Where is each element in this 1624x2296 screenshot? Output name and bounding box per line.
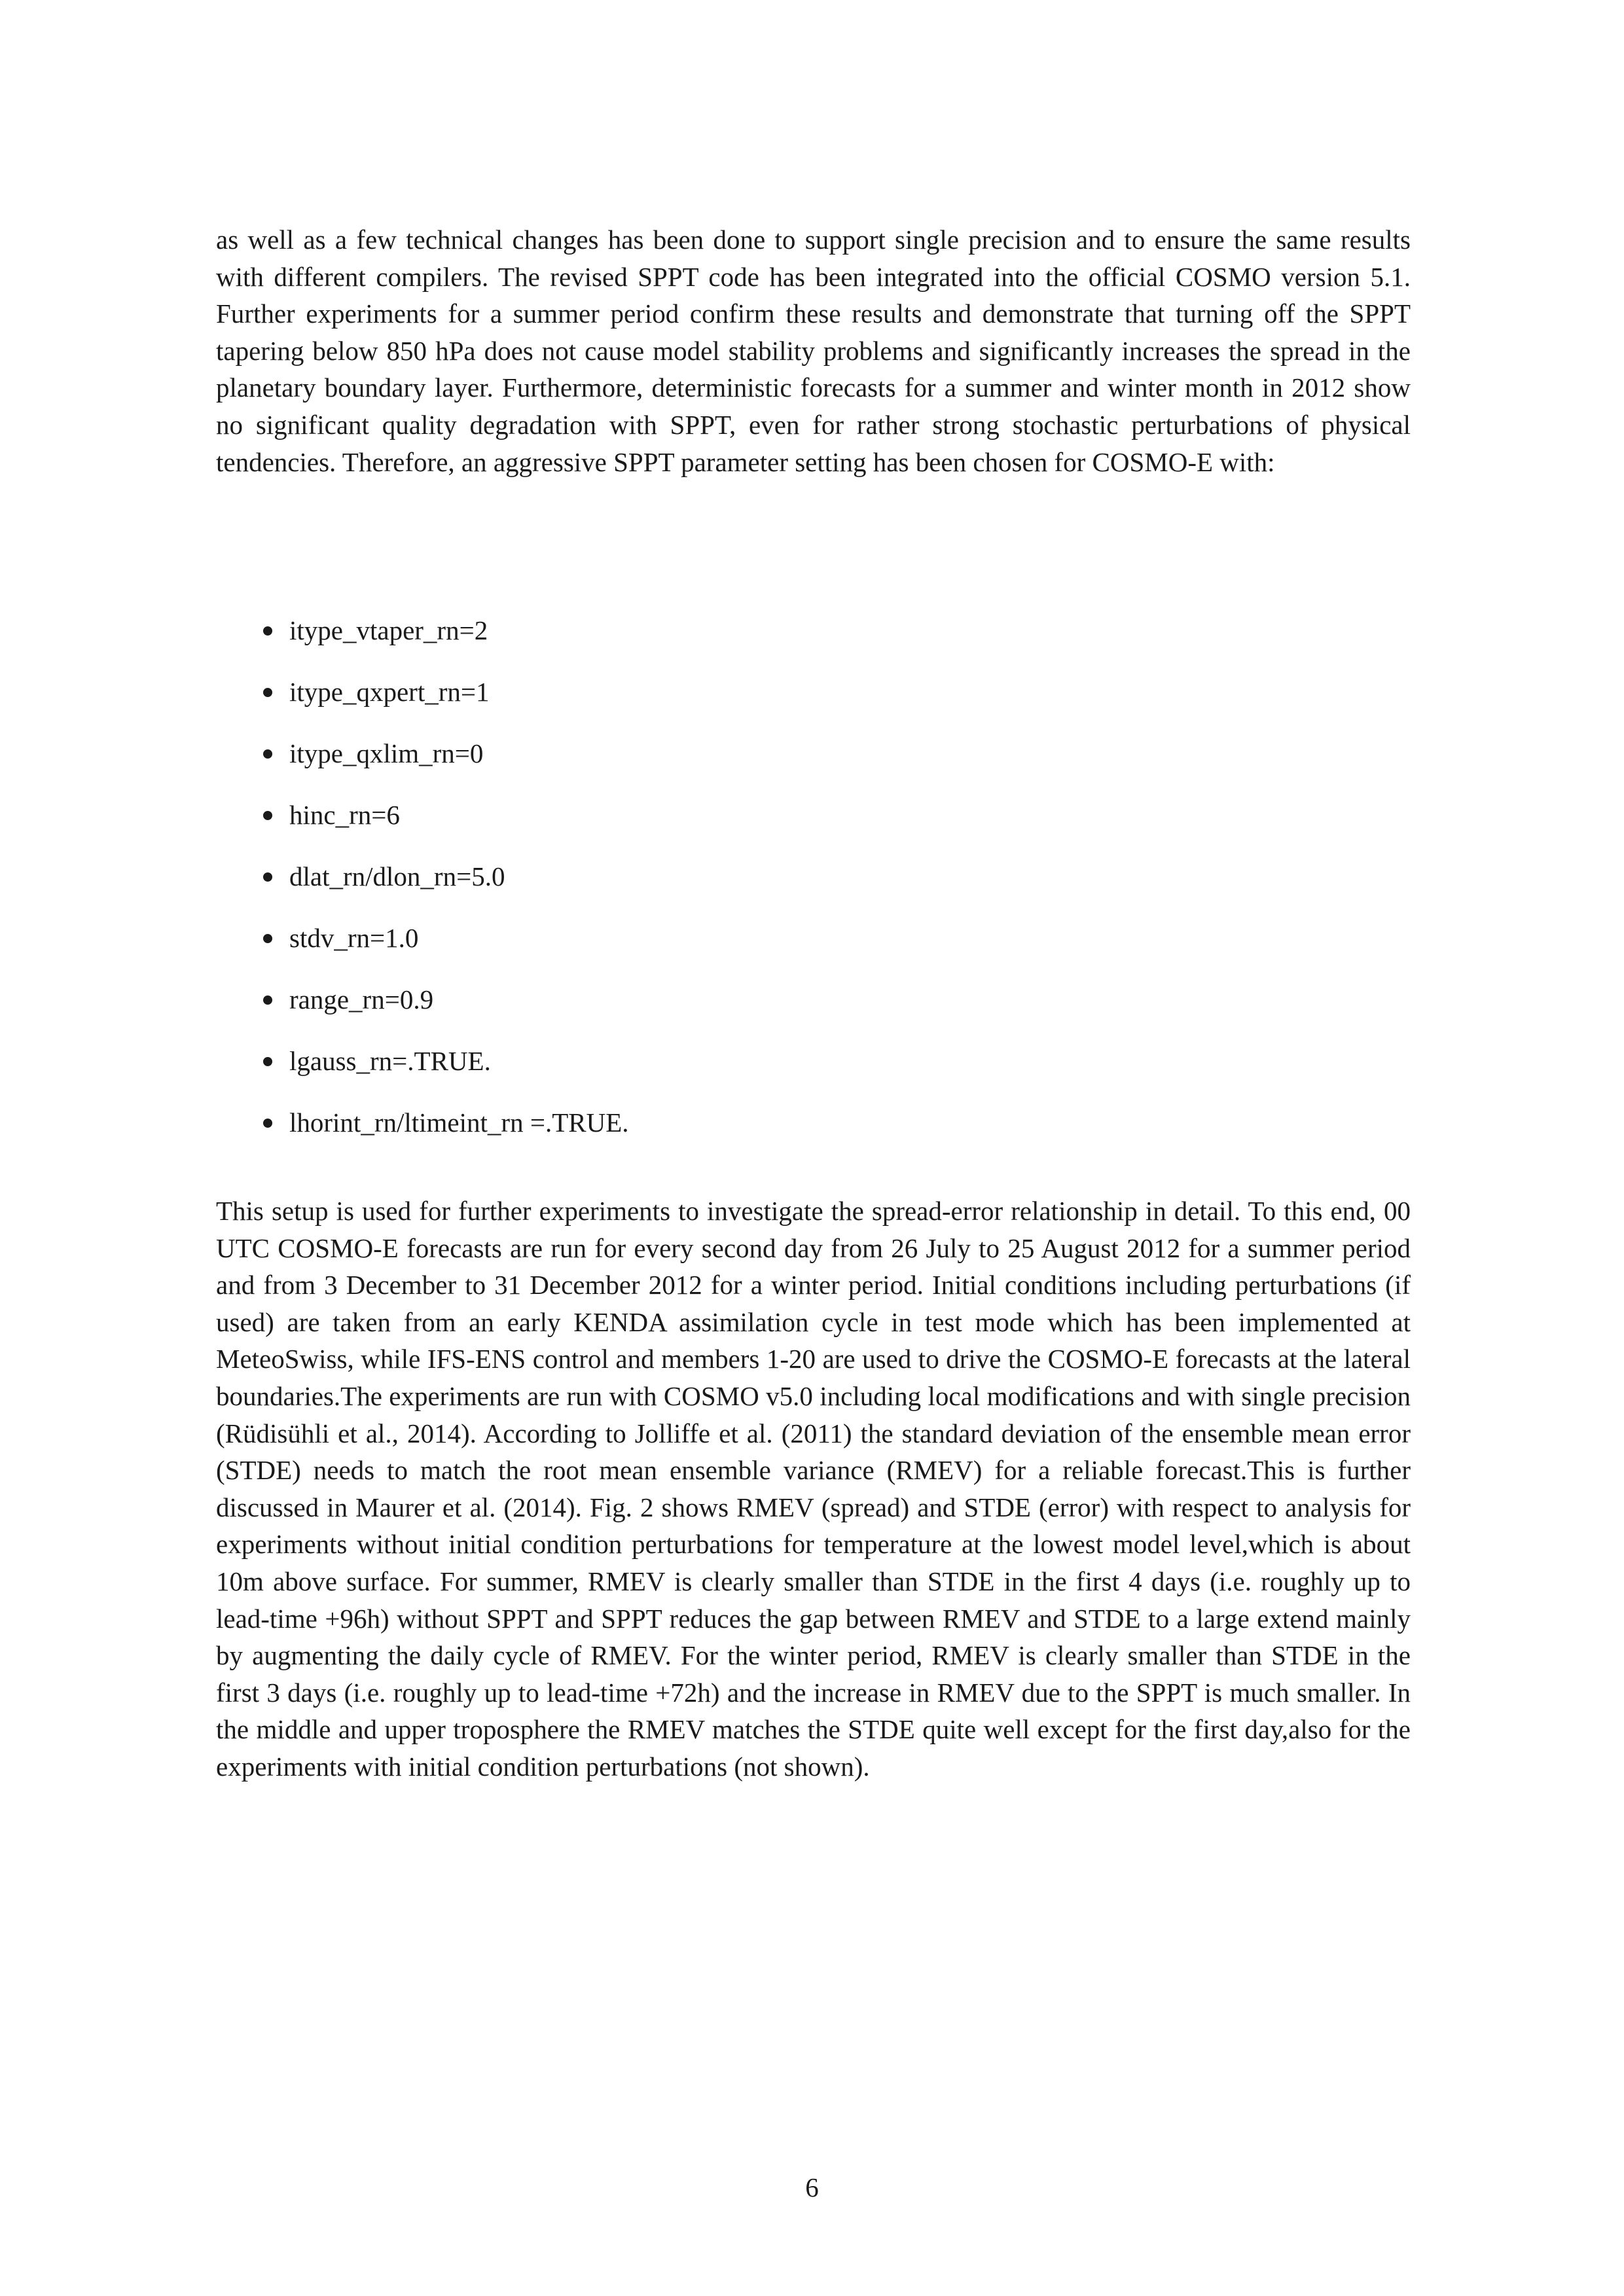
bullet-icon: [263, 1119, 272, 1128]
list-item: [216, 797, 1411, 858]
list-item: [216, 1043, 1411, 1104]
experiments-paragraph: This setup is used for further experiments to investigate the spread-error relationship in detail. To this end, 00 UTC COSMO-E forecasts are run for every second day from 26 July to 25 August 2012 for a summer period and from 3 December to 31 December 2012 for a winter period. Initial conditions including perturbations (if used) are taken from an early KENDA assimilation cycle in test mode which has been implemented at MeteoSwiss, while IFS-ENS control and members 1-20 are used to drive the COSMO-E forecasts at the lateral boundaries.The experiments are run with COSMO v5.0 including local modifications and with single precision (Rüdisühli et al., 2014). According to Jolliffe et al. (2011) the standard deviation of the ensemble mean error (STDE) needs to match the root mean ensemble variance (RMEV) for a reliable forecast.This is further discussed in Maurer et al. (2014). Fig. 2 shows RMEV (spread) and STDE (error) with respect to analysis for experiments without initial condition perturbations for temperature at the lowest model level,which is about 10m above surface. For summer, RMEV is clearly smaller than STDE in the first 4 days (i.e. roughly up to lead-time +96h) without SPPT and SPPT reduces the gap between RMEV and STDE to a large extend mainly by augmenting the daily cycle of RMEV. For the winter period, RMEV is clearly smaller than STDE in the first 3 days (i.e. roughly up to lead-time +72h) and the increase in RMEV due to the SPPT is much smaller. In the middle and upper troposphere the RMEV matches the STDE quite well except for the first day,also for the experiments with initial condition perturbations (not shown).: [216, 1196, 1411, 1782]
list-item: [216, 673, 1411, 735]
list-item: [216, 1104, 1411, 1166]
setting-text: range_rn=0.9: [289, 984, 434, 1014]
list-item: [216, 981, 1411, 1043]
bullet-icon: [263, 749, 272, 759]
list-item: [216, 920, 1411, 981]
setting-text: stdv_rn=1.0: [289, 923, 419, 953]
bullet-icon: [263, 996, 272, 1005]
sppt-settings-list: [216, 612, 1411, 1166]
page-number: 6: [805, 2172, 819, 2202]
list-item: [216, 858, 1411, 920]
setting-text: dlat_rn/dlon_rn=5.0: [289, 861, 505, 891]
setting-text: itype_vtaper_rn=2: [289, 615, 488, 645]
intro-paragraph: as well as a few technical changes has been done to support single precision and to ensure the same results with different compilers. The revised SPPT code has been integrated into the official COSMO version 5.1. Further experiments for a summer period confirm these results and demonstrate that turning off the SPPT tapering below 850 hPa does not cause model stability problems and significantly increases the spread in the planetary boundary layer. Furthermore, deterministic forecasts for a summer and winter month in 2012 show no significant quality degradation with SPPT, even for rather strong stochastic perturbations of physical tendencies. Therefore, an aggressive SPPT parameter setting has been chosen for COSMO-E with:: [216, 224, 1411, 477]
setting-text: itype_qxpert_rn=1: [289, 677, 490, 707]
setting-text: hinc_rn=6: [289, 800, 400, 830]
bullet-icon: [263, 688, 272, 697]
list-item: [216, 735, 1411, 797]
bullet-icon: [263, 626, 272, 636]
setting-text: lhorint_rn/ltimeint_rn =.TRUE.: [289, 1107, 629, 1138]
bullet-icon: [263, 872, 272, 882]
setting-text: itype_qxlim_rn=0: [289, 738, 484, 768]
list-item: [216, 612, 1411, 673]
bullet-icon: [263, 934, 272, 943]
bullet-icon: [263, 1057, 272, 1066]
bullet-icon: [263, 811, 272, 820]
setting-text: lgauss_rn=.TRUE.: [289, 1046, 491, 1076]
